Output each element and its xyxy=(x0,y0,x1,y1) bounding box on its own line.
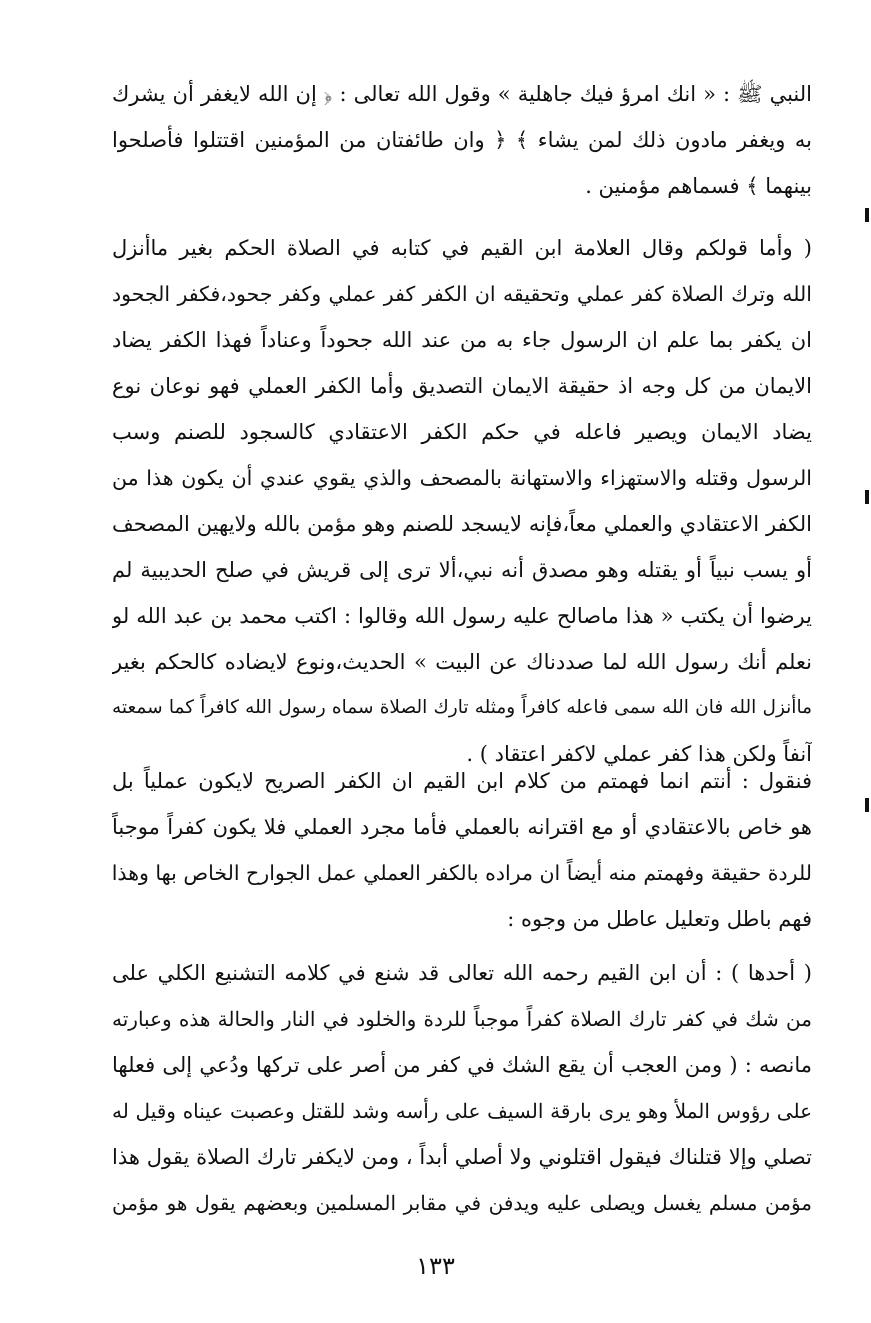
paragraph-line: للردة حقيقة وفهمتم منه أيضاً ان مراده بالكفر العملي عمل الجوارح الخاص بها وهذا xyxy=(112,861,812,885)
paragraph-line: تصلي وإلا قتلناك فيقول اقتلوني ولا أصلي أبداً ، ومن لايكفر تارك الصلاة يقول هذا xyxy=(112,1145,812,1169)
paragraph-line: بينهما ﴾ فسماهم مؤمنين . xyxy=(585,174,812,198)
paragraph-1 xyxy=(112,71,812,209)
paragraph-line: ( وأما قولكم وقال العلامة ابن القيم في كتابه في الصلاة الحكم بغير ماأنزل xyxy=(112,236,812,260)
paragraph-line: مؤمن مسلم يغسل ويصلى عليه ويدفن في مقابر المسلمين وبعضهم يقول هو مؤمن xyxy=(112,1191,812,1215)
paragraph-2 xyxy=(112,225,812,777)
scan-edge-mark xyxy=(865,208,869,222)
paragraph-line: الله وترك الصلاة كفر عملي وتحقيقه ان الكفر كفر عملي وكفر جحود،فكفر الجحود xyxy=(112,282,812,306)
paragraph-line: آنفاً ولكن هذا كفر عملي لاكفر اعتقاد ) . xyxy=(466,742,812,766)
paragraph-line: فهم باطل وتعليل عاطل من وجوه : xyxy=(507,907,812,931)
paragraph-line: نعلم أنك رسول الله لما صددناك عن البيت » الحديث،ونوع لايضاده كالحكم بغير xyxy=(112,650,812,674)
paragraph-line: يرضوا أن يكتب « هذا ماصالح عليه رسول الله وقالوا : اكتب محمد بن عبد الله لو xyxy=(112,604,812,628)
paragraph-line: ماأنزل الله فان الله سمى فاعله كافراً ومثله تارك الصلاة سماه رسول الله كافراً كما سمعته xyxy=(112,697,812,718)
paragraph-line: الرسول وقتله والاستهزاء والاستهانة بالمصحف والذي يقوي عندي أن يكون هذا من xyxy=(112,466,812,490)
page-number: ١٣٣ xyxy=(416,1252,455,1280)
paragraph-line: مانصه : ( ومن العجب أن يقع الشك في كفر من أصر على تركها ودُعي إلى فعلها xyxy=(112,1053,812,1077)
paragraph-line: من شك في كفر تارك الصلاة كفراً موجباً للردة والخلود في النار والحالة هذه وعبارته xyxy=(112,1007,812,1031)
paragraph-line: يضاد الايمان ويصير فاعله في حكم الكفر الاعتقادي كالسجود للصنم وسب xyxy=(112,420,812,444)
paragraph-line: أو يسب نبياً أو يقتله وهو مصدق أنه نبي،ألا ترى إلى قريش في صلح الحديبية لم xyxy=(112,558,812,582)
paragraph-line: به ويغفر مادون ذلك لمن يشاء ﴾ ﴿ وان طائفتان من المؤمنين اقتتلوا فأصلحوا xyxy=(112,128,812,152)
scan-edge-mark xyxy=(865,798,869,812)
paragraph-line: فنقول : أنتم انما فهمتم من كلام ابن القيم ان الكفر الصريح لايكون عملياً بل xyxy=(112,769,812,793)
paragraph-line: على رؤوس الملأ وهو يرى بارقة السيف على رأسه وشد للقتل وعصبت عيناه وقيل له xyxy=(112,1099,812,1123)
paragraph-line: الكفر الاعتقادي والعملي معاً،فإنه لايسجد للصنم وهو مؤمن بالله ولايهين المصحف xyxy=(112,512,812,536)
paragraph-line: الايمان من كل وجه اذ حقيقة الايمان التصديق وأما الكفر العملي فهو نوعان نوع xyxy=(112,374,812,398)
paragraph-line: ان يكفر بما علم ان الرسول جاء به من عند الله جحوداً وعناداً فهذا الكفر يضاد xyxy=(112,328,812,352)
paragraph-line: النبي ﷺ : « انك امرؤ فيك جاهلية » وقول الله تعالى : ﴿ إن الله لايغفر أن يشرك xyxy=(112,82,812,106)
paragraph-line: ( أحدها ) : أن ابن القيم رحمه الله تعالى قد شنع في كلامه التشنيع الكلي على xyxy=(112,961,812,985)
paragraph-line: هو خاص بالاعتقادي أو مع اقترانه بالعملي فأما مجرد العملي فلا يكون كفراً موجباً xyxy=(112,815,812,839)
scan-edge-mark xyxy=(865,490,869,504)
paragraph-4 xyxy=(112,950,812,1226)
paragraph-3 xyxy=(112,758,812,942)
